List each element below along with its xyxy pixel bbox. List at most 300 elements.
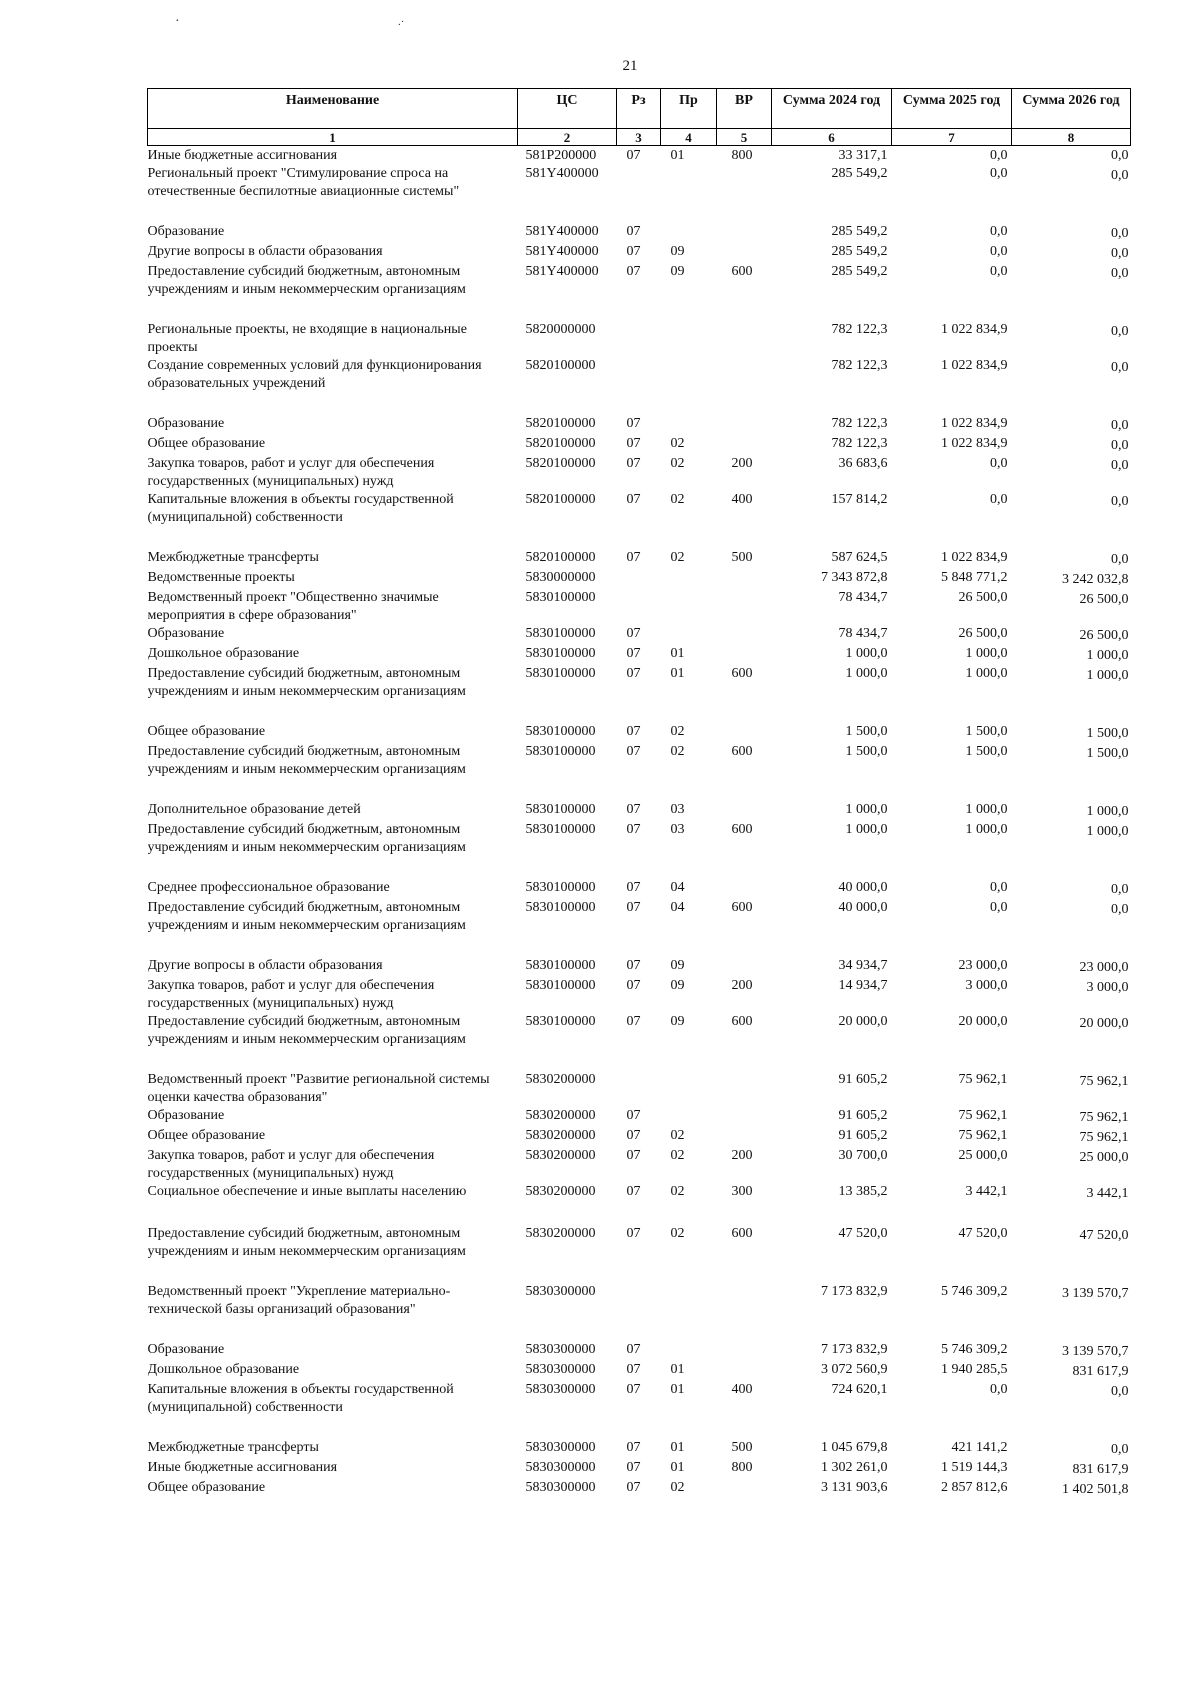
row-sum-2026-cell: 831 617,9	[1072, 1462, 1129, 1477]
row-pr-cell	[661, 1107, 717, 1127]
row-cs-cell: 5830300000	[525, 1362, 596, 1377]
row-name-cell: Образование	[147, 626, 225, 641]
column-number: 4	[661, 129, 717, 146]
row-name-cell: Ведомственный проект "Развитие региональной системы оценки качества образования"	[147, 1072, 490, 1105]
row-pr-cell: 09	[670, 244, 685, 259]
row-sum-2026-cell: 25 000,0	[1079, 1150, 1129, 1165]
row-rz-cell: 07	[626, 822, 641, 837]
row-sum-2024-cell: 724 620,1	[831, 1382, 888, 1397]
row-sum-2025-cell: 5 848 771,2	[941, 570, 1008, 585]
row-name-cell: Общее образование	[147, 724, 266, 739]
row-vr-cell	[717, 569, 772, 589]
row-name-cell: Капитальные вложения в объекты государственной (муниципальной) собственности	[147, 492, 454, 525]
table-row	[148, 1107, 1131, 1127]
row-cs-cell: 5830200000	[525, 1072, 596, 1087]
row-sum-2025-cell: 1 022 834,9	[941, 550, 1008, 565]
table-row	[148, 1013, 1131, 1071]
row-vr-cell	[717, 1361, 772, 1381]
scan-speck: ·	[175, 14, 180, 29]
row-sum-2025-cell: 1 022 834,9	[941, 416, 1008, 431]
row-rz-cell: 07	[626, 1440, 641, 1455]
table-row	[148, 1283, 1131, 1341]
row-sum-2025-cell: 75 962,1	[958, 1108, 1008, 1123]
row-pr-cell: 01	[670, 1460, 685, 1475]
row-pr-cell	[661, 625, 717, 645]
table-row	[148, 1341, 1131, 1361]
row-cs-cell: 5830100000	[525, 590, 596, 605]
row-sum-2026-cell: 3 442,1	[1086, 1186, 1129, 1201]
row-vr-cell	[717, 1479, 772, 1499]
table-row	[148, 1439, 1131, 1459]
row-name-cell: Предоставление субсидий бюджетным, автономным учреждениям и иным некоммерческим организациям	[147, 1226, 466, 1259]
row-sum-2025-cell: 1 940 285,5	[941, 1362, 1008, 1377]
row-vr-cell: 300	[731, 1184, 753, 1199]
row-name-cell: Общее образование	[147, 1128, 266, 1143]
row-rz-cell: 07	[626, 1148, 641, 1163]
row-sum-2026-cell: 23 000,0	[1079, 960, 1129, 975]
table-row	[148, 1459, 1131, 1479]
row-rz-cell: 07	[626, 264, 641, 279]
row-vr-cell	[717, 957, 772, 977]
row-vr-cell: 200	[731, 456, 753, 471]
row-sum-2026-cell: 1 000,0	[1086, 668, 1129, 683]
row-rz-cell: 07	[626, 1382, 641, 1397]
row-cs-cell: 5830200000	[525, 1226, 596, 1241]
row-name-cell: Другие вопросы в области образования	[147, 958, 383, 973]
row-vr-cell	[717, 1127, 772, 1147]
row-pr-cell: 04	[670, 900, 685, 915]
row-name-cell: Предоставление субсидий бюджетным, автономным учреждениям и иным некоммерческим организациям	[147, 822, 466, 855]
page-number: 21	[622, 58, 638, 74]
row-sum-2026-cell: 0,0	[1111, 902, 1129, 917]
row-sum-2025-cell: 1 500,0	[965, 744, 1008, 759]
row-sum-2024-cell: 285 549,2	[831, 166, 888, 181]
row-sum-2025-cell: 0,0	[990, 264, 1008, 279]
table-row	[148, 321, 1131, 357]
row-rz-cell	[617, 321, 661, 357]
row-sum-2024-cell: 285 549,2	[831, 224, 888, 239]
row-rz-cell	[617, 589, 661, 625]
row-sum-2024-cell: 587 624,5	[831, 550, 888, 565]
row-sum-2024-cell: 782 122,3	[831, 416, 888, 431]
row-sum-2025-cell: 0,0	[990, 166, 1008, 181]
row-name-cell: Закупка товаров, работ и услуг для обеспечения государственных (муниципальных) нужд	[147, 456, 435, 489]
row-pr-cell: 09	[670, 1014, 685, 1029]
row-sum-2025-cell: 0,0	[990, 224, 1008, 239]
row-pr-cell	[661, 569, 717, 589]
row-cs-cell: 581Y400000	[525, 224, 599, 239]
row-sum-2025-cell: 75 962,1	[958, 1128, 1008, 1143]
row-rz-cell: 07	[626, 148, 641, 163]
row-sum-2026-cell: 831 617,9	[1072, 1364, 1129, 1379]
budget-table-body	[148, 146, 1131, 1500]
row-sum-2024-cell: 1 045 679,8	[821, 1440, 888, 1455]
row-rz-cell: 07	[626, 666, 641, 681]
row-sum-2024-cell: 30 700,0	[838, 1148, 888, 1163]
row-vr-cell	[717, 165, 772, 223]
table-row	[148, 1381, 1131, 1439]
column-number: 8	[1012, 129, 1131, 146]
row-pr-cell: 01	[670, 1440, 685, 1455]
column-header-sum-2026: Сумма 2026 год	[1012, 89, 1131, 129]
row-rz-cell: 07	[626, 978, 641, 993]
row-cs-cell: 581Y400000	[525, 166, 599, 181]
row-cs-cell: 5830100000	[525, 666, 596, 681]
row-sum-2025-cell: 0,0	[990, 1382, 1008, 1397]
row-rz-cell: 07	[626, 744, 641, 759]
row-name-cell: Предоставление субсидий бюджетным, автономным учреждениям и иным некоммерческим организациям	[147, 744, 466, 777]
row-sum-2024-cell: 782 122,3	[831, 322, 888, 337]
row-cs-cell: 5830100000	[525, 822, 596, 837]
row-cs-cell: 5830200000	[525, 1128, 596, 1143]
row-cs-cell: 5830300000	[525, 1440, 596, 1455]
row-sum-2026-cell: 3 242 032,8	[1062, 572, 1129, 587]
row-sum-2026-cell: 1 500,0	[1086, 726, 1129, 741]
row-name-cell: Дошкольное образование	[147, 1362, 300, 1377]
row-sum-2026-cell: 1 500,0	[1086, 746, 1129, 761]
row-name-cell: Закупка товаров, работ и услуг для обеспечения государственных (муниципальных) нужд	[147, 1148, 435, 1181]
row-vr-cell: 200	[731, 1148, 753, 1163]
row-sum-2024-cell: 1 500,0	[845, 744, 888, 759]
row-rz-cell: 07	[626, 1128, 641, 1143]
row-pr-cell: 01	[670, 646, 685, 661]
row-vr-cell: 600	[731, 1226, 753, 1241]
row-cs-cell: 5830100000	[525, 900, 596, 915]
row-sum-2026-cell: 1 000,0	[1086, 648, 1129, 663]
row-cs-cell: 5830100000	[525, 724, 596, 739]
row-pr-cell	[661, 321, 717, 357]
row-vr-cell	[717, 415, 772, 435]
row-sum-2024-cell: 285 549,2	[831, 244, 888, 259]
row-cs-cell: 5820100000	[525, 550, 596, 565]
row-name-cell: Предоставление субсидий бюджетным, автономным учреждениям и иным некоммерческим организациям	[147, 1014, 466, 1047]
table-row	[148, 1183, 1131, 1225]
row-sum-2024-cell: 1 000,0	[845, 646, 888, 661]
row-rz-cell: 07	[626, 1184, 641, 1199]
row-cs-cell: 5830100000	[525, 646, 596, 661]
table-row	[148, 455, 1131, 491]
row-sum-2024-cell: 78 434,7	[838, 626, 888, 641]
row-pr-cell: 02	[670, 1148, 685, 1163]
row-cs-cell: 5830100000	[525, 744, 596, 759]
table-row	[148, 723, 1131, 743]
row-pr-cell: 01	[670, 666, 685, 681]
row-pr-cell	[661, 223, 717, 243]
row-sum-2025-cell: 5 746 309,2	[941, 1284, 1008, 1299]
row-name-cell: Дошкольное образование	[147, 646, 300, 661]
row-cs-cell: 5830100000	[525, 880, 596, 895]
row-sum-2026-cell: 0,0	[1111, 360, 1129, 375]
row-sum-2025-cell: 421 141,2	[951, 1440, 1008, 1455]
row-sum-2025-cell: 5 746 309,2	[941, 1342, 1008, 1357]
row-name-cell: Образование	[147, 1342, 225, 1357]
row-vr-cell	[717, 357, 772, 415]
row-cs-cell: 5820100000	[525, 416, 596, 431]
row-sum-2026-cell: 0,0	[1111, 882, 1129, 897]
row-pr-cell: 09	[670, 978, 685, 993]
row-sum-2025-cell: 0,0	[990, 900, 1008, 915]
row-pr-cell	[661, 165, 717, 223]
row-pr-cell: 02	[670, 550, 685, 565]
row-sum-2024-cell: 47 520,0	[838, 1226, 888, 1241]
row-pr-cell: 01	[670, 1382, 685, 1397]
row-pr-cell	[661, 1071, 717, 1107]
row-vr-cell: 600	[731, 666, 753, 681]
row-cs-cell: 5830100000	[525, 978, 596, 993]
row-name-cell: Дополнительное образование детей	[147, 802, 361, 817]
row-vr-cell	[717, 1071, 772, 1107]
row-vr-cell: 200	[731, 978, 753, 993]
row-sum-2026-cell: 0,0	[1111, 418, 1129, 433]
row-vr-cell	[717, 801, 772, 821]
row-vr-cell: 800	[731, 1460, 753, 1475]
row-sum-2024-cell: 40 000,0	[838, 900, 888, 915]
scan-speck: .·	[398, 16, 405, 28]
row-name-cell: Предоставление субсидий бюджетным, автономным учреждениям и иным некоммерческим организациям	[147, 666, 466, 699]
row-pr-cell: 02	[670, 1128, 685, 1143]
row-sum-2025-cell: 23 000,0	[958, 958, 1008, 973]
row-rz-cell: 07	[626, 1342, 641, 1357]
row-rz-cell: 07	[626, 550, 641, 565]
row-vr-cell	[717, 723, 772, 743]
row-sum-2025-cell: 1 519 144,3	[941, 1460, 1008, 1475]
row-pr-cell: 02	[670, 724, 685, 739]
table-row	[148, 957, 1131, 977]
row-vr-cell: 600	[731, 822, 753, 837]
row-name-cell: Иные бюджетные ассигнования	[147, 148, 338, 163]
row-sum-2026-cell: 0,0	[1111, 494, 1129, 509]
table-row	[148, 1361, 1131, 1381]
row-sum-2026-cell: 0,0	[1111, 458, 1129, 473]
row-pr-cell: 09	[670, 264, 685, 279]
row-sum-2024-cell: 91 605,2	[838, 1128, 888, 1143]
row-sum-2025-cell: 1 000,0	[965, 666, 1008, 681]
row-cs-cell: 5820100000	[525, 456, 596, 471]
row-cs-cell: 5830200000	[525, 1108, 596, 1123]
row-sum-2025-cell: 1 000,0	[965, 646, 1008, 661]
row-sum-2025-cell: 1 500,0	[965, 724, 1008, 739]
row-vr-cell: 400	[731, 492, 753, 507]
row-vr-cell	[717, 645, 772, 665]
row-rz-cell: 07	[626, 1014, 641, 1029]
row-pr-cell	[661, 1341, 717, 1361]
row-name-cell: Ведомственные проекты	[147, 570, 295, 585]
row-sum-2026-cell: 0,0	[1111, 246, 1129, 261]
row-sum-2024-cell: 91 605,2	[838, 1108, 888, 1123]
row-rz-cell: 07	[626, 900, 641, 915]
column-header-sum-2025: Сумма 2025 год	[892, 89, 1012, 129]
row-sum-2026-cell: 1 402 501,8	[1062, 1482, 1129, 1497]
row-name-cell: Закупка товаров, работ и услуг для обеспечения государственных (муниципальных) нужд	[147, 978, 435, 1011]
row-cs-cell: 5830100000	[525, 958, 596, 973]
row-sum-2025-cell: 0,0	[990, 880, 1008, 895]
row-vr-cell	[717, 625, 772, 645]
row-cs-cell: 5820100000	[525, 492, 596, 507]
row-cs-cell: 581Y400000	[525, 264, 599, 279]
row-vr-cell: 800	[731, 148, 753, 163]
row-sum-2026-cell: 3 139 570,7	[1062, 1286, 1129, 1301]
row-name-cell: Региональный проект "Стимулирование спроса на отечественные беспилотные авиационные системы"	[147, 166, 460, 199]
table-row	[148, 589, 1131, 625]
row-sum-2024-cell: 1 500,0	[845, 724, 888, 739]
row-name-cell: Общее образование	[147, 436, 266, 451]
row-cs-cell: 5830200000	[525, 1184, 596, 1199]
row-name-cell: Межбюджетные трансферты	[147, 550, 319, 565]
row-rz-cell: 07	[626, 456, 641, 471]
row-name-cell: Региональные проекты, не входящие в национальные проекты	[147, 322, 467, 355]
column-header-vr: ВР	[717, 89, 772, 129]
row-sum-2025-cell: 0,0	[990, 148, 1008, 163]
row-sum-2026-cell: 1 000,0	[1086, 824, 1129, 839]
table-row	[148, 625, 1131, 645]
row-sum-2026-cell: 47 520,0	[1079, 1228, 1129, 1243]
row-cs-cell: 581Y400000	[525, 244, 599, 259]
row-sum-2026-cell: 1 000,0	[1086, 804, 1129, 819]
row-vr-cell: 500	[731, 550, 753, 565]
column-header-cs: ЦС	[518, 89, 617, 129]
table-row	[148, 165, 1131, 223]
row-sum-2024-cell: 14 934,7	[838, 978, 888, 993]
row-name-cell: Предоставление субсидий бюджетным, автономным учреждениям и иным некоммерческим организациям	[147, 264, 466, 297]
row-sum-2025-cell: 1 022 834,9	[941, 436, 1008, 451]
row-sum-2025-cell: 75 962,1	[958, 1072, 1008, 1087]
row-pr-cell: 02	[670, 744, 685, 759]
table-header-row	[148, 89, 1131, 129]
column-header-name: Наименование	[148, 89, 518, 129]
row-sum-2025-cell: 1 022 834,9	[941, 322, 1008, 337]
row-vr-cell: 600	[731, 744, 753, 759]
table-row	[148, 146, 1131, 166]
row-vr-cell	[717, 879, 772, 899]
table-row	[148, 645, 1131, 665]
row-sum-2024-cell: 7 173 832,9	[821, 1342, 888, 1357]
row-sum-2024-cell: 782 122,3	[831, 436, 888, 451]
table-row	[148, 1147, 1131, 1183]
row-name-cell: Предоставление субсидий бюджетным, автономным учреждениям и иным некоммерческим организациям	[147, 900, 466, 933]
row-sum-2026-cell: 0,0	[1111, 168, 1129, 183]
row-name-cell: Капитальные вложения в объекты государственной (муниципальной) собственности	[147, 1382, 454, 1415]
row-pr-cell	[661, 1283, 717, 1341]
row-pr-cell: 09	[670, 958, 685, 973]
table-row	[148, 1225, 1131, 1283]
row-vr-cell	[717, 1107, 772, 1127]
row-name-cell: Межбюджетные трансферты	[147, 1440, 319, 1455]
column-header-rz: Рз	[617, 89, 661, 129]
row-sum-2024-cell: 1 000,0	[845, 802, 888, 817]
table-row	[148, 743, 1131, 801]
row-vr-cell: 600	[731, 264, 753, 279]
table-row	[148, 1479, 1131, 1499]
row-pr-cell: 02	[670, 436, 685, 451]
table-row	[148, 899, 1131, 957]
table-row	[148, 263, 1131, 321]
row-rz-cell: 07	[626, 244, 641, 259]
row-sum-2025-cell: 3 442,1	[965, 1184, 1008, 1199]
row-cs-cell: 5830200000	[525, 1148, 596, 1163]
row-rz-cell	[617, 1283, 661, 1341]
table-row	[148, 1127, 1131, 1147]
row-rz-cell: 07	[626, 1460, 641, 1475]
row-pr-cell: 02	[670, 1226, 685, 1241]
row-cs-cell: 5830300000	[525, 1284, 596, 1299]
table-row	[148, 549, 1131, 569]
row-cs-cell: 5830100000	[525, 1014, 596, 1029]
row-sum-2025-cell: 26 500,0	[958, 590, 1008, 605]
column-number: 7	[892, 129, 1012, 146]
row-rz-cell: 07	[626, 880, 641, 895]
table-row	[148, 665, 1131, 723]
row-name-cell: Социальное обеспечение и иные выплаты населению	[147, 1184, 467, 1199]
row-rz-cell: 07	[626, 724, 641, 739]
row-cs-cell: 5830300000	[525, 1382, 596, 1397]
row-pr-cell	[661, 589, 717, 625]
row-sum-2025-cell: 26 500,0	[958, 626, 1008, 641]
row-cs-cell: 5820100000	[525, 436, 596, 451]
table-row	[148, 435, 1131, 455]
table-row	[148, 801, 1131, 821]
table-row	[148, 1071, 1131, 1107]
row-pr-cell: 03	[670, 802, 685, 817]
budget-table	[147, 88, 1131, 1499]
row-sum-2026-cell: 26 500,0	[1079, 592, 1129, 607]
row-rz-cell: 07	[626, 492, 641, 507]
row-rz-cell	[617, 357, 661, 415]
row-sum-2024-cell: 78 434,7	[838, 590, 888, 605]
row-rz-cell: 07	[626, 1362, 641, 1377]
row-sum-2024-cell: 36 683,6	[838, 456, 888, 471]
row-name-cell: Образование	[147, 1108, 225, 1123]
row-rz-cell: 07	[626, 1480, 641, 1495]
row-rz-cell: 07	[626, 802, 641, 817]
row-name-cell: Образование	[147, 224, 225, 239]
row-cs-cell: 581P200000	[525, 148, 597, 163]
row-sum-2024-cell: 1 000,0	[845, 666, 888, 681]
row-pr-cell: 02	[670, 1480, 685, 1495]
row-pr-cell	[661, 357, 717, 415]
column-number: 6	[772, 129, 892, 146]
row-sum-2026-cell: 75 962,1	[1079, 1130, 1129, 1145]
row-sum-2026-cell: 75 962,1	[1079, 1074, 1129, 1089]
row-rz-cell	[617, 1071, 661, 1107]
row-sum-2024-cell: 33 317,1	[838, 148, 888, 163]
row-vr-cell: 400	[731, 1382, 753, 1397]
row-sum-2026-cell: 0,0	[1111, 438, 1129, 453]
row-vr-cell: 600	[731, 1014, 753, 1029]
row-sum-2025-cell: 0,0	[990, 244, 1008, 259]
table-row	[148, 977, 1131, 1013]
row-sum-2025-cell: 1 000,0	[965, 802, 1008, 817]
table-row	[148, 415, 1131, 435]
row-cs-cell: 5820100000	[525, 358, 596, 373]
row-sum-2024-cell: 7 173 832,9	[821, 1284, 888, 1299]
table-row	[148, 879, 1131, 899]
row-sum-2024-cell: 1 302 261,0	[821, 1460, 888, 1475]
row-pr-cell: 04	[670, 880, 685, 895]
row-rz-cell: 07	[626, 1108, 641, 1123]
row-sum-2026-cell: 3 000,0	[1086, 980, 1129, 995]
row-sum-2024-cell: 157 814,2	[831, 492, 888, 507]
row-sum-2025-cell: 25 000,0	[958, 1148, 1008, 1163]
row-sum-2024-cell: 20 000,0	[838, 1014, 888, 1029]
row-sum-2026-cell: 0,0	[1111, 266, 1129, 281]
row-sum-2026-cell: 20 000,0	[1079, 1016, 1129, 1031]
column-number: 1	[148, 129, 518, 146]
row-pr-cell: 01	[670, 1362, 685, 1377]
table-row	[148, 357, 1131, 415]
table-row	[148, 223, 1131, 243]
row-sum-2026-cell: 0,0	[1111, 1442, 1129, 1457]
row-name-cell: Образование	[147, 416, 225, 431]
